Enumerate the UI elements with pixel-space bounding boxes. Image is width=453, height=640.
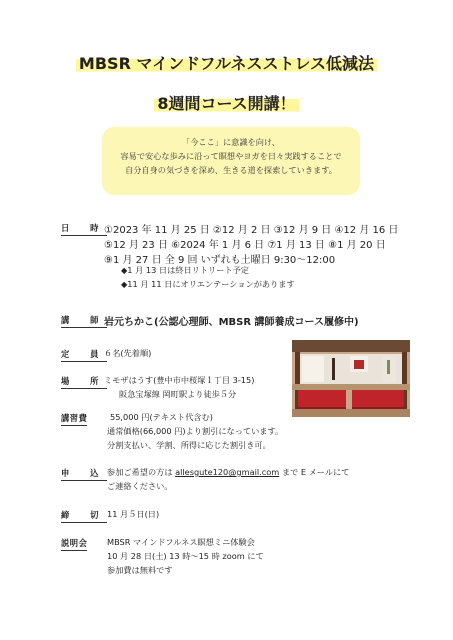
schedule-line: ①2023 年 11 月 25 日 ②12 月 2 日 ③12 月 9 日 ④12 月 16 日 xyxy=(104,225,399,236)
schedule-note: ◆11 月 11 日にオリエンテーションがあります xyxy=(121,279,295,289)
capacity-value: ６名(先着順) xyxy=(104,348,152,358)
fee-label: 講習費 xyxy=(61,413,88,423)
intro-box xyxy=(102,127,360,195)
venue-address: ミモザはうす(豊中市中桜塚１丁目 3-15) xyxy=(104,375,255,385)
page-subtitle: 8週間コース開講！ xyxy=(0,91,453,114)
briefing-fee: 参加費は無料です xyxy=(107,565,173,575)
room-photo xyxy=(292,340,410,417)
apply-text: 参加ご希望の方は allesgute120@gmail.com まで E メールにて xyxy=(107,467,350,477)
intro-line: 自分自身の気づきを深め、生きる道を探索していきます。 xyxy=(125,165,337,175)
capacity-label: 定 員 xyxy=(61,349,108,359)
venue-access: 阪急宝塚線 岡町駅より徒歩５分 xyxy=(119,389,237,399)
apply-label: 申 込 xyxy=(61,468,108,478)
fee-note: 通常価格(66,000 円)より割引になっています。 xyxy=(107,426,284,436)
deadline-label: 締 切 xyxy=(61,510,108,520)
briefing-date: 10 月 28 日(土) 13 時～15 時 zoom にて xyxy=(107,551,264,561)
briefing-label: 説明会 xyxy=(61,538,88,548)
apply-text: ご連絡ください。 xyxy=(107,481,173,491)
briefing-title: MBSR マインドフルネス瞑想ミニ体験会 xyxy=(107,537,255,547)
schedule-line: ⑨1 月 27 日 全 9 回 いずれも土曜日 9:30～12:00 xyxy=(104,255,336,266)
schedule-label: 日 時 xyxy=(61,223,108,233)
fee-note: 分割支払い、学割、所得に応じた割引き可。 xyxy=(107,440,271,450)
venue-label: 場 所 xyxy=(61,376,108,386)
schedule-note: ◆1 月 13 日は終日リトリート予定 xyxy=(121,265,249,275)
room-photo-image xyxy=(292,340,410,417)
instructor-label: 講 師 xyxy=(61,315,108,325)
email-link[interactable]: allesgute120@gmail.com xyxy=(175,467,280,477)
fee-price: 55,000 円(テキスト代含む) xyxy=(110,412,213,422)
schedule-line: ⑤12 月 23 日 ⑥2024 年 1 月 6 日 ⑦1 月 13 日 ⑧1 月 20 日 xyxy=(104,240,386,251)
intro-line: 容易で安心な歩みに沿って瞑想やヨガを日々実践することで xyxy=(120,151,342,161)
intro-line: 「今ここ」に意識を向け、 xyxy=(182,137,280,147)
page-title: MBSR マインドフルネスストレス低減法 xyxy=(0,51,453,74)
deadline-value: 11 月５日(日) xyxy=(107,509,160,519)
instructor-value: 岩元ちかこ(公認心理師、MBSR 講師養成コース履修中) xyxy=(104,317,359,328)
